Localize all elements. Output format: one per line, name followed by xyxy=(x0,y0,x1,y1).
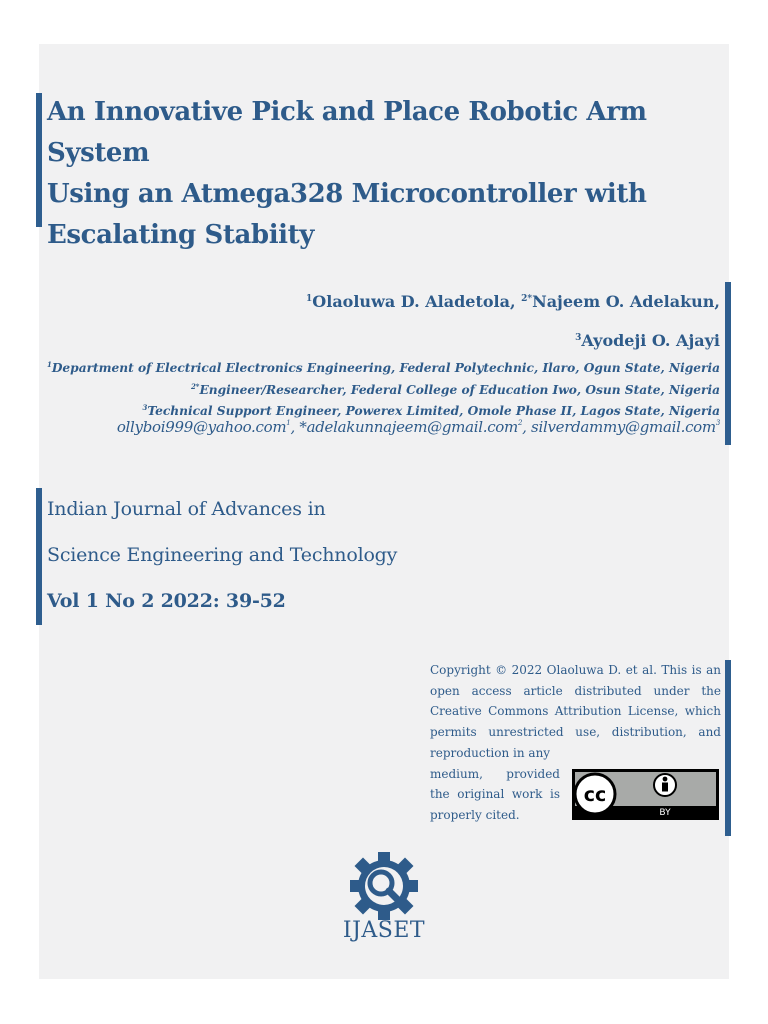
svg-text:cc: cc xyxy=(583,784,607,806)
author-name: Najeem O. Adelakun, xyxy=(532,292,720,311)
title-line: Escalating Stabiity xyxy=(47,220,314,250)
copyright-accent-bar xyxy=(725,660,731,836)
email-link[interactable]: , *adelakunnajeem@gmail.com xyxy=(290,418,518,436)
affiliation-marker: 1 xyxy=(46,360,52,369)
author-emails xyxy=(40,412,720,438)
cc-by-icon xyxy=(573,770,718,819)
email-link[interactable]: , silverdammy@gmail.com xyxy=(522,418,716,436)
author-marker: 1 xyxy=(306,294,313,304)
journal-info xyxy=(47,486,607,624)
article-title xyxy=(47,92,719,256)
affiliation-text: Department of Electrical Electronics Engineering, Federal Polytechnic, Ilaro, Ogun State, Nigeria xyxy=(51,361,720,375)
gear-magnifier-icon xyxy=(343,852,425,920)
email-marker: 3 xyxy=(715,419,720,427)
author-marker: 3 xyxy=(575,333,582,343)
author-line xyxy=(60,320,720,359)
affiliations xyxy=(45,356,720,421)
journal-logo xyxy=(343,852,425,920)
volume-info: Vol 1 No 2 2022: 39-52 xyxy=(47,590,286,612)
author-name: Olaoluwa D. Aladetola, xyxy=(312,292,522,311)
title-line: An Innovative Pick and Place Robotic Arm System xyxy=(47,97,647,168)
author-marker: 2* xyxy=(521,294,533,304)
email-link[interactable]: ollyboi999@yahoo.com xyxy=(116,418,287,436)
email-marker: 2 xyxy=(517,419,523,427)
author-line xyxy=(60,281,720,320)
license-label: BY xyxy=(659,808,671,818)
journal-name-line: Science Engineering and Technology xyxy=(47,544,398,566)
affiliation-text: Engineer/Researcher, Federal College of Education Iwo, Osun State, Nigeria xyxy=(199,382,720,397)
title-line: Using an Atmega328 Microcontroller with xyxy=(47,179,647,209)
journal-name-line: Indian Journal of Advances in xyxy=(47,498,326,520)
cc-by-license-badge[interactable] xyxy=(572,769,719,820)
copyright-text: Copyright © 2022 Olaoluwa D. et al. This is an open access article distributed under the Creative Commons Attribution License, which permits unrestricted use, distribution, and reproduction in any xyxy=(430,663,721,760)
title-accent-bar xyxy=(36,93,42,227)
affiliation-text: Technical Support Engineer, Powerex Limited, Omole Phase II, Lagos State, Nigeria xyxy=(147,404,720,418)
authors-accent-bar xyxy=(725,282,731,445)
author-name: Ayodeji O. Ajayi xyxy=(581,331,720,350)
email-marker: 1 xyxy=(286,419,291,427)
affiliation-marker: 3 xyxy=(142,403,148,412)
copyright-text-tail: medium, provided the original work is properly cited. xyxy=(430,766,560,822)
affiliation-line xyxy=(45,378,720,400)
logo-wordmark: IJASET xyxy=(342,918,426,943)
author-list xyxy=(60,281,720,359)
affiliation-marker: 2* xyxy=(190,381,200,391)
affiliation-line xyxy=(45,356,720,378)
journal-accent-bar xyxy=(36,488,42,625)
